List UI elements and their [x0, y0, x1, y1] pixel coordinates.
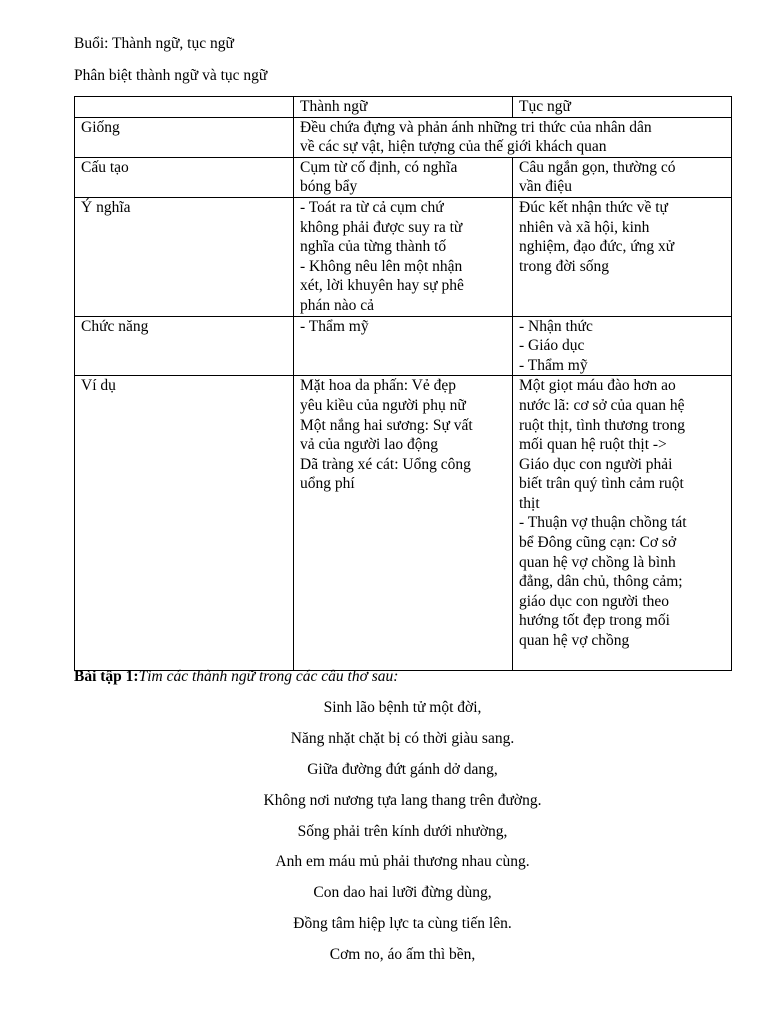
cell-line: Giáo dục con người phải: [519, 455, 673, 473]
session-title: Buổi: Thành ngữ, tục ngữ: [74, 35, 234, 52]
poem: [74, 698, 731, 976]
table-cell: [513, 157, 732, 197]
cell-line: xét, lời khuyên hay sự phê: [300, 277, 464, 295]
cell-line: nước lã: cơ sở của quan hệ: [519, 396, 685, 414]
poem-line: Không nơi nương tựa lang thang trên đường.: [263, 791, 542, 809]
table-cell: [294, 157, 513, 197]
cell-line: Đúc kết nhận thức về tự: [519, 198, 668, 216]
header-cell-tuc-ngu: Tục ngữ: [513, 97, 732, 118]
table-cell: [294, 197, 513, 316]
cell-line: Một nắng hai sương: Sự vất: [300, 416, 473, 434]
cell-line: uổng phí: [300, 475, 355, 493]
cell-line: Đều chứa đựng và phản ánh những tri thức của nhân dân: [300, 118, 652, 136]
cell-line: thịt: [519, 494, 540, 512]
cell-line: - Thuận vợ thuận chồng tát: [519, 514, 687, 532]
table-row: [75, 197, 732, 316]
cell-line: quan hệ vợ chồng: [519, 632, 630, 650]
cell-line: - Thẩm mỹ: [519, 356, 588, 374]
cell-line: - Nhận thức: [519, 317, 593, 335]
cell-line: Mặt hoa da phấn: Vẻ đẹp: [300, 377, 456, 395]
cell-line: phán nào cả: [300, 296, 375, 314]
cell-line: về các sự vật, hiện tượng của thế giới khách quan: [300, 138, 607, 156]
poem-line: Năng nhặt chặt bị có thời giàu sang.: [290, 729, 515, 747]
cell-line: nghĩa của từng thành tố: [300, 238, 447, 256]
cell-line: vần điệu: [519, 178, 572, 196]
cell-line: nghiệm, đạo đức, ứng xử: [519, 238, 675, 256]
cell-line: bể Đông cũng cạn: Cơ sở: [519, 534, 677, 552]
cell-line: mối quan hệ ruột thịt ->: [519, 436, 667, 454]
cell-line: không phải được suy ra từ: [300, 218, 463, 236]
poem-line: Anh em máu mủ phải thương nhau cùng.: [275, 853, 530, 871]
exercise-heading: [74, 667, 398, 687]
table-cell: [513, 197, 732, 316]
poem-line: Cơm no, áo ấm thì bền,: [329, 946, 476, 964]
cell-line: nhiên và xã hội, kinh: [519, 218, 650, 236]
exercise-instruction: Tìm các thành ngữ trong các câu thơ sau:: [138, 668, 399, 685]
cell-line: hướng tốt đẹp trong mối: [519, 612, 670, 630]
row-label: Chức năng: [75, 316, 294, 376]
cell-line: Câu ngắn gọn, thường có: [519, 158, 676, 176]
merged-cell: [294, 117, 732, 157]
poem-line: Sống phải trên kính dưới nhường,: [297, 822, 508, 840]
poem-line: Đồng tâm hiệp lực ta cùng tiến lên.: [293, 915, 512, 933]
table-row: [75, 157, 732, 197]
table-row: [75, 316, 732, 376]
cell-line: Một giọt máu đào hơn ao: [519, 377, 676, 395]
row-label: Ý nghĩa: [75, 197, 294, 316]
table-row: [75, 376, 732, 671]
table-cell: [513, 376, 732, 671]
cell-line: quan hệ vợ chồng là bình: [519, 553, 676, 571]
cell-line: giáo dục con người theo: [519, 592, 670, 610]
cell-line: biết trân quý tình cảm ruột: [519, 475, 684, 493]
poem-line: Sinh lão bệnh tử một đời,: [323, 699, 482, 716]
section-title: Phân biệt thành ngữ và tục ngữ: [74, 67, 268, 84]
cell-line: bóng bẩy: [300, 178, 358, 196]
cell-line: - Không nêu lên một nhận: [300, 257, 463, 275]
cell-line: Cụm từ cố định, có nghĩa: [300, 158, 458, 176]
row-label: Giống: [75, 117, 294, 157]
cell-line: Dã tràng xé cát: Uổng công: [300, 455, 471, 473]
exercise-label: Bài tập 1:: [74, 668, 139, 685]
row-label: Ví dụ: [75, 376, 294, 671]
comparison-table: [74, 96, 732, 671]
table-cell: [294, 376, 513, 671]
table-cell: [294, 316, 513, 376]
header-cell-thanh-ngu: Thành ngữ: [294, 97, 513, 118]
cell-line: - Toát ra từ cả cụm chứ: [300, 198, 444, 216]
cell-line: - Thẩm mỹ: [300, 317, 369, 335]
cell-line: yêu kiều của người phụ nữ: [300, 396, 466, 414]
row-label: Cấu tạo: [75, 157, 294, 197]
header-cell-empty: [75, 97, 294, 118]
cell-line: đẳng, dân chủ, thông cảm;: [519, 573, 683, 591]
cell-line: trong đời sống: [519, 257, 610, 275]
table-cell: [513, 316, 732, 376]
poem-line: Con dao hai lưỡi đừng dùng,: [313, 884, 492, 902]
cell-line: - Giáo dục: [519, 337, 585, 355]
table-header-row: [75, 97, 732, 118]
table-row: [75, 117, 732, 157]
cell-line: ruột thịt, tình thương trong: [519, 416, 685, 434]
poem-line: Giữa đường đứt gánh dở dang,: [307, 760, 498, 778]
cell-line: vả của người lao động: [300, 436, 438, 454]
